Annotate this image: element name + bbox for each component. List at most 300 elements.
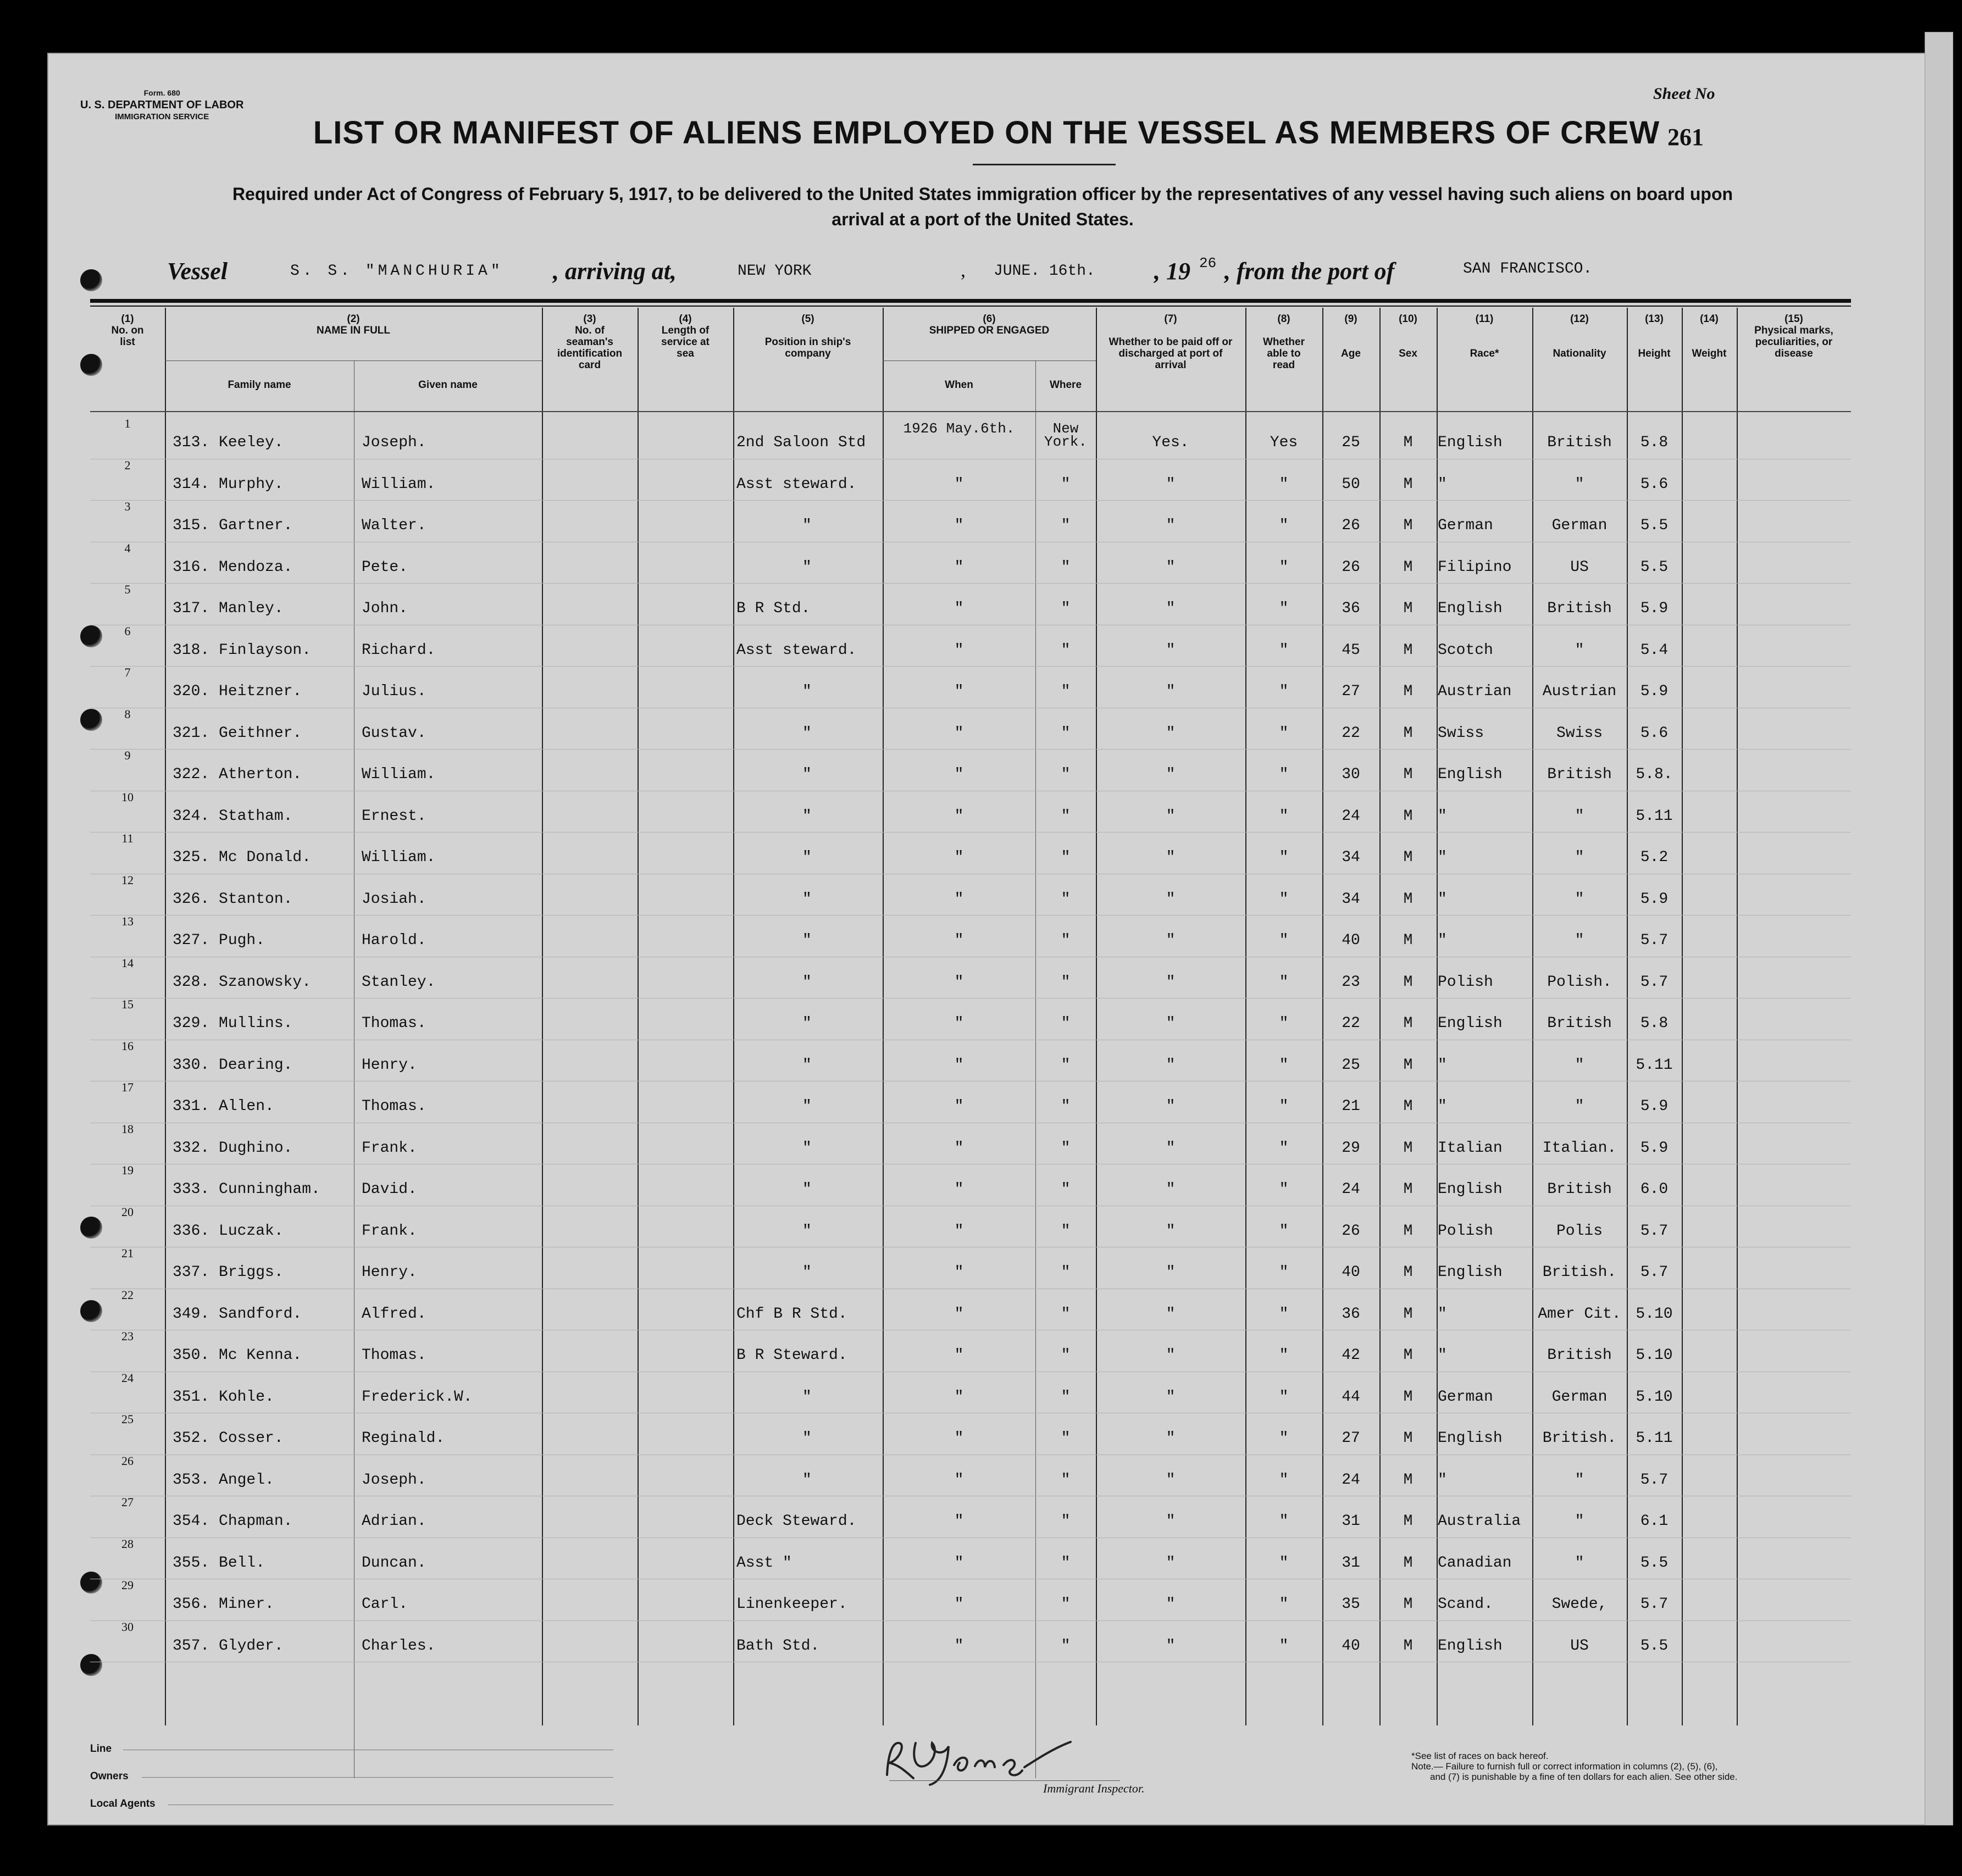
- cell-paid: ": [1166, 1388, 1176, 1406]
- cell-where: ": [1061, 1139, 1071, 1157]
- cell-sex: M: [1403, 1388, 1413, 1406]
- cell-paid: ": [1166, 600, 1176, 617]
- cell-where: ": [1061, 807, 1071, 825]
- col10-number: (10): [1399, 313, 1417, 325]
- cell-given: Reginald.: [362, 1430, 445, 1447]
- cell-nat: British: [1547, 600, 1612, 617]
- cell-position: ": [802, 1264, 812, 1281]
- cell-position: Asst ": [736, 1554, 792, 1572]
- cell-given: Josiah.: [362, 890, 426, 908]
- cell-when: ": [954, 766, 964, 783]
- cell-sex: M: [1403, 890, 1413, 908]
- cell-position: ": [802, 1388, 812, 1406]
- cell-family: 356. Miner.: [173, 1596, 274, 1613]
- cell-given: Thomas.: [362, 1347, 426, 1364]
- cell-given: Thomas.: [362, 1098, 426, 1115]
- cell-read: ": [1279, 1098, 1289, 1115]
- cell-family: 352. Cosser.: [173, 1430, 284, 1447]
- cell-age: 45: [1342, 641, 1360, 659]
- cell-age: 35: [1342, 1596, 1360, 1613]
- year-prefix: , 19: [1154, 258, 1190, 285]
- cell-age: 22: [1342, 1015, 1360, 1032]
- cell-when: ": [954, 600, 964, 617]
- cell-sex: M: [1403, 641, 1413, 659]
- cell-age: 31: [1342, 1554, 1360, 1572]
- cell-when: ": [954, 1139, 964, 1157]
- cell-when: ": [954, 1098, 964, 1115]
- cell-when: ": [954, 1388, 964, 1406]
- cell-where: ": [1061, 683, 1071, 700]
- row-line-number: 23: [121, 1329, 134, 1343]
- cell-given: Ernest.: [362, 807, 426, 825]
- row-line-number: 1: [124, 417, 131, 430]
- cell-height: 5.6: [1640, 475, 1669, 493]
- cell-position: ": [802, 849, 812, 866]
- row-line-number: 2: [124, 458, 131, 472]
- cell-family: 317. Manley.: [173, 600, 284, 617]
- cell-read: ": [1279, 517, 1289, 534]
- col11-number: (11): [1475, 313, 1494, 325]
- cell-race: English: [1438, 1637, 1503, 1655]
- cell-family: 314. Murphy.: [173, 475, 284, 493]
- line-label: Line: [90, 1743, 112, 1755]
- cell-where: ": [1061, 475, 1071, 493]
- cell-when: ": [954, 1056, 964, 1074]
- col15-header: Physical marks, peculiarities, or disease: [1754, 325, 1833, 359]
- cell-family: 331. Allen.: [173, 1098, 274, 1115]
- cell-position: ": [802, 517, 812, 534]
- col9-header: Age: [1341, 348, 1361, 359]
- cell-where: ": [1061, 517, 1071, 534]
- column-rule: [1682, 308, 1683, 1725]
- cell-paid: ": [1166, 641, 1176, 659]
- header-rule: [165, 360, 542, 361]
- cell-given: William.: [362, 849, 436, 866]
- cell-sex: M: [1403, 1430, 1413, 1447]
- inspector-label: Immigrant Inspector.: [1043, 1781, 1145, 1795]
- cell-sex: M: [1403, 475, 1413, 493]
- cell-paid: ": [1166, 724, 1176, 742]
- cell-paid: ": [1166, 558, 1176, 576]
- cell-family: 332. Dughino.: [173, 1139, 293, 1157]
- cell-where: ": [1061, 1430, 1071, 1447]
- cell-height: 5.11: [1636, 1430, 1673, 1447]
- row-line-number: 21: [121, 1246, 134, 1260]
- cell-when: ": [954, 1554, 964, 1572]
- row-line-number: 22: [121, 1287, 134, 1302]
- cell-paid: ": [1166, 1222, 1176, 1240]
- cell-nat: Swiss: [1556, 724, 1603, 742]
- cell-race: German: [1438, 517, 1493, 534]
- cell-paid: ": [1166, 1056, 1176, 1074]
- cell-given: John.: [362, 600, 408, 617]
- cell-sex: M: [1403, 600, 1413, 617]
- col6b-header: Where: [1049, 379, 1082, 391]
- cell-paid: ": [1166, 1098, 1176, 1115]
- cell-given: Frederick.W.: [362, 1388, 473, 1406]
- cell-sex: M: [1403, 1513, 1413, 1530]
- cell-read: ": [1279, 1430, 1289, 1447]
- cell-height: 5.10: [1636, 1388, 1673, 1406]
- cell-sex: M: [1403, 1181, 1413, 1198]
- col2-header: NAME IN FULL: [316, 325, 391, 336]
- cell-family: 349. Sandford.: [173, 1305, 302, 1323]
- cell-position: Deck Steward.: [736, 1513, 857, 1530]
- cell-read: ": [1279, 1139, 1289, 1157]
- cell-height: 5.8: [1640, 434, 1669, 451]
- cell-position: ": [802, 1139, 812, 1157]
- arrival-date: JUNE. 16th.: [994, 263, 1095, 280]
- col13-header: Height: [1638, 348, 1671, 359]
- cell-height: 5.7: [1640, 932, 1669, 949]
- column-rule: [165, 308, 166, 1725]
- cell-paid: ": [1166, 1305, 1176, 1323]
- cell-position: ": [802, 1430, 812, 1447]
- cell-when: ": [954, 1264, 964, 1281]
- col6-number: (6): [983, 313, 996, 325]
- cell-position: Asst steward.: [736, 641, 857, 659]
- cell-nat: ": [1575, 849, 1584, 866]
- cell-where: ": [1061, 973, 1071, 991]
- row-line-number: 19: [121, 1163, 134, 1177]
- cell-when: ": [954, 849, 964, 866]
- row-line-number: 12: [121, 873, 134, 887]
- cell-paid: ": [1166, 973, 1176, 991]
- cell-paid: ": [1166, 683, 1176, 700]
- cell-family: 327. Pugh.: [173, 932, 265, 949]
- cell-age: 26: [1342, 558, 1360, 576]
- row-line-number: 30: [121, 1619, 134, 1634]
- cell-read: ": [1279, 1264, 1289, 1281]
- cell-race: ": [1438, 1471, 1447, 1489]
- cell-position: Bath Std.: [736, 1637, 820, 1655]
- cell-sex: M: [1403, 683, 1413, 700]
- cell-nat: British: [1547, 1015, 1612, 1032]
- cell-age: 25: [1342, 434, 1360, 451]
- cell-paid: ": [1166, 1430, 1176, 1447]
- cell-sex: M: [1403, 1305, 1413, 1323]
- cell-read: ": [1279, 1637, 1289, 1655]
- arriving-label: , arriving at,: [553, 258, 677, 285]
- row-rule: [90, 500, 1851, 501]
- cell-race: Canadian: [1438, 1554, 1512, 1572]
- cell-race: Australia: [1438, 1513, 1521, 1530]
- cell-sex: M: [1403, 517, 1413, 534]
- title-rule: [973, 164, 1116, 165]
- footnote-races: *See list of races on back hereof.: [1411, 1751, 1549, 1761]
- cell-nat: German: [1551, 517, 1608, 534]
- col3-number: (3): [583, 313, 596, 325]
- cell-given: Alfred.: [362, 1305, 426, 1323]
- cell-height: 5.11: [1636, 1056, 1673, 1074]
- row-line-number: 28: [121, 1536, 134, 1551]
- cell-height: 5.5: [1640, 517, 1669, 534]
- cell-race: Austrian: [1438, 683, 1512, 700]
- row-line-number: 17: [121, 1080, 134, 1094]
- cell-family: 321. Geithner.: [173, 724, 302, 742]
- cell-where: ": [1061, 1222, 1071, 1240]
- cell-position: ": [802, 932, 812, 949]
- cell-age: 40: [1342, 932, 1360, 949]
- cell-read: ": [1279, 600, 1289, 617]
- cell-read: ": [1279, 890, 1289, 908]
- cell-family: 328. Szanowsky.: [173, 973, 312, 991]
- cell-paid: ": [1166, 1015, 1176, 1032]
- col10-header: Sex: [1399, 348, 1417, 359]
- cell-age: 24: [1342, 1181, 1360, 1198]
- col11-header: Race*: [1470, 348, 1499, 359]
- cell-race: ": [1438, 807, 1447, 825]
- cell-age: 44: [1342, 1388, 1360, 1406]
- cell-nat: ": [1575, 1471, 1584, 1489]
- cell-given: Carl.: [362, 1596, 408, 1613]
- cell-nat: ": [1575, 890, 1584, 908]
- cell-read: ": [1279, 849, 1289, 866]
- cell-where: ": [1061, 1015, 1071, 1032]
- cell-sex: M: [1403, 1471, 1413, 1489]
- cell-height: 5.4: [1640, 641, 1669, 659]
- cell-paid: ": [1166, 475, 1176, 493]
- cell-paid: ": [1166, 1471, 1176, 1489]
- cell-paid: ": [1166, 1596, 1176, 1613]
- cell-paid: ": [1166, 1181, 1176, 1198]
- cell-nat: Swede,: [1551, 1596, 1608, 1613]
- cell-where: ": [1061, 766, 1071, 783]
- row-line-number: 13: [121, 914, 134, 928]
- cell-height: 5.9: [1640, 683, 1669, 700]
- cell-given: Henry.: [362, 1056, 417, 1074]
- row-rule: [90, 749, 1851, 750]
- cell-paid: ": [1166, 1347, 1176, 1364]
- header-bottom-rule: [90, 411, 1851, 412]
- row-line-number: 9: [124, 748, 131, 762]
- cell-race: Scotch: [1438, 641, 1493, 659]
- cell-position: ": [802, 890, 812, 908]
- cell-nat: British: [1547, 1181, 1612, 1198]
- row-rule: [90, 666, 1851, 667]
- cell-age: 27: [1342, 683, 1360, 700]
- cell-position: B R Steward.: [736, 1347, 847, 1364]
- footer-labels: [90, 1735, 156, 1818]
- cell-age: 25: [1342, 1056, 1360, 1074]
- cell-age: 42: [1342, 1347, 1360, 1364]
- cell-read: ": [1279, 1513, 1289, 1530]
- cell-height: 5.9: [1640, 600, 1669, 617]
- cell-given: Gustav.: [362, 724, 426, 742]
- cell-when: ": [954, 932, 964, 949]
- cell-height: 5.6: [1640, 724, 1669, 742]
- page-subtitle: Required under Act of Congress of February 5, 1917, to be delivered to the United States immigration officer by the representatives of any vessel having such aliens on board upon arrival at a port of the United States.: [232, 184, 1733, 229]
- cell-sex: M: [1403, 1264, 1413, 1281]
- cell-height: 5.7: [1640, 1596, 1669, 1613]
- col1-header: No. on list: [111, 325, 144, 348]
- cell-race: English: [1438, 1015, 1503, 1032]
- cell-race: Scand.: [1438, 1596, 1493, 1613]
- col6-header: SHIPPED OR ENGAGED: [929, 325, 1050, 336]
- row-line-number: 24: [121, 1370, 134, 1385]
- cell-position: B R Std.: [736, 600, 811, 617]
- cell-paid: Yes.: [1152, 434, 1189, 451]
- punch-hole: [80, 269, 102, 291]
- cell-height: 5.5: [1640, 558, 1669, 576]
- col7-number: (7): [1164, 313, 1177, 325]
- cell-sex: M: [1403, 766, 1413, 783]
- header-rule: [883, 360, 1096, 361]
- comma: ,: [961, 259, 966, 281]
- cell-height: 5.8: [1640, 1015, 1669, 1032]
- header-rule: [90, 299, 1851, 303]
- cell-age: 24: [1342, 807, 1360, 825]
- owners-rule: [142, 1777, 613, 1778]
- cell-read: ": [1279, 1015, 1289, 1032]
- cell-nat: US: [1570, 558, 1589, 576]
- cell-when: ": [954, 558, 964, 576]
- cell-sex: M: [1403, 1637, 1413, 1655]
- cell-race: ": [1438, 1056, 1447, 1074]
- cell-when: ": [954, 1305, 964, 1323]
- cell-family: 324. Statham.: [173, 807, 293, 825]
- cell-height: 5.9: [1640, 1139, 1669, 1157]
- cell-given: Julius.: [362, 683, 426, 700]
- cell-given: William.: [362, 766, 436, 783]
- cell-when: ": [954, 475, 964, 493]
- from-label: , from the port of: [1224, 258, 1395, 285]
- cell-paid: ": [1166, 807, 1176, 825]
- col6a-header: When: [945, 379, 973, 391]
- cell-height: 5.9: [1640, 1098, 1669, 1115]
- cell-when: ": [954, 1637, 964, 1655]
- cell-family: 354. Chapman.: [173, 1513, 293, 1530]
- cell-height: 5.10: [1636, 1347, 1673, 1364]
- cell-position: ": [802, 766, 812, 783]
- cell-nat: British.: [1542, 1430, 1617, 1447]
- cell-position: Chf B R Std.: [736, 1305, 847, 1323]
- cell-age: 27: [1342, 1430, 1360, 1447]
- cell-where: ": [1061, 1098, 1071, 1115]
- cell-given: Thomas.: [362, 1015, 426, 1032]
- cell-nat: ": [1575, 932, 1584, 949]
- cell-race: English: [1438, 434, 1503, 451]
- cell-when: ": [954, 807, 964, 825]
- cell-sex: M: [1403, 1347, 1413, 1364]
- local-agents-label: Local Agents: [90, 1798, 156, 1810]
- cell-read: ": [1279, 973, 1289, 991]
- cell-read: ": [1279, 1181, 1289, 1198]
- cell-sex: M: [1403, 1056, 1413, 1074]
- row-line-number: 20: [121, 1205, 134, 1219]
- row-line-number: 26: [121, 1453, 134, 1468]
- cell-position: ": [802, 558, 812, 576]
- cell-height: 5.11: [1636, 807, 1673, 825]
- cell-where: ": [1061, 600, 1071, 617]
- cell-sex: M: [1403, 932, 1413, 949]
- cell-when: ": [954, 973, 964, 991]
- cell-where: ": [1061, 1347, 1071, 1364]
- cell-nat: Polis: [1556, 1222, 1603, 1240]
- cell-position: Asst steward.: [736, 475, 857, 493]
- row-line-number: 25: [121, 1412, 134, 1426]
- cell-race: English: [1438, 1430, 1503, 1447]
- cell-nat: ": [1575, 641, 1584, 659]
- cell-age: 31: [1342, 1513, 1360, 1530]
- cell-read: ": [1279, 724, 1289, 742]
- cell-family: 318. Finlayson.: [173, 641, 312, 659]
- cell-position: ": [802, 807, 812, 825]
- cell-given: Richard.: [362, 641, 436, 659]
- col9-number: (9): [1344, 313, 1357, 325]
- cell-where: ": [1061, 1264, 1071, 1281]
- cell-given: Adrian.: [362, 1513, 426, 1530]
- col2a-header: Family name: [228, 379, 291, 391]
- cell-race: ": [1438, 1347, 1447, 1364]
- cell-given: Stanley.: [362, 973, 436, 991]
- cell-where: ": [1061, 890, 1071, 908]
- cell-age: 26: [1342, 517, 1360, 534]
- cell-when: ": [954, 517, 964, 534]
- cell-given: Henry.: [362, 1264, 417, 1281]
- arrival-port: NEW YORK: [738, 263, 812, 280]
- cell-race: German: [1438, 1388, 1493, 1406]
- cell-when: ": [954, 1222, 964, 1240]
- cell-where: New York.: [1044, 420, 1087, 450]
- cell-race: ": [1438, 932, 1447, 949]
- cell-given: Duncan.: [362, 1554, 426, 1572]
- col4-header: Length of service at sea: [661, 325, 710, 359]
- row-line-number: 29: [121, 1578, 134, 1592]
- cell-family: 322. Atherton.: [173, 766, 302, 783]
- cell-when: ": [954, 1181, 964, 1198]
- cell-height: 5.10: [1636, 1305, 1673, 1323]
- cell-position: ": [802, 973, 812, 991]
- cell-read: Yes: [1270, 434, 1298, 451]
- cell-when: ": [954, 890, 964, 908]
- cell-position: ": [802, 1222, 812, 1240]
- cell-sex: M: [1403, 807, 1413, 825]
- cell-family: 353. Angel.: [173, 1471, 274, 1489]
- cell-when: ": [954, 1347, 964, 1364]
- cell-position: ": [802, 1181, 812, 1198]
- cell-when: ": [954, 641, 964, 659]
- cell-family: 357. Glyder.: [173, 1637, 284, 1655]
- cell-when: ": [954, 1513, 964, 1530]
- cell-position: Linenkeeper.: [736, 1596, 847, 1613]
- cell-read: ": [1279, 766, 1289, 783]
- cell-family: 336. Luczak.: [173, 1222, 284, 1240]
- cell-family: 329. Mullins.: [173, 1015, 293, 1032]
- cell-age: 36: [1342, 1305, 1360, 1323]
- cell-race: Polish: [1438, 973, 1493, 991]
- department-name: U. S. DEPARTMENT OF LABOR: [80, 99, 244, 111]
- row-line-number: 6: [124, 624, 131, 638]
- cell-read: ": [1279, 1471, 1289, 1489]
- col5-header: Position in ship's company: [764, 336, 851, 359]
- cell-height: 5.7: [1640, 973, 1669, 991]
- cell-read: ": [1279, 1347, 1289, 1364]
- row-line-number: 14: [121, 956, 134, 970]
- cell-nat: British.: [1542, 1264, 1617, 1281]
- cell-age: 23: [1342, 973, 1360, 991]
- col3-header: No. of seaman's identification card: [557, 325, 623, 371]
- footnote-penalty: Note.— Failure to furnish full or correct information in columns (2), (5), (6),: [1411, 1761, 1718, 1772]
- cell-where: ": [1061, 1513, 1071, 1530]
- cell-where: ": [1061, 1637, 1071, 1655]
- cell-family: 315. Gartner.: [173, 517, 293, 534]
- row-line-number: 15: [121, 997, 134, 1011]
- cell-sex: M: [1403, 1139, 1413, 1157]
- cell-race: Swiss: [1438, 724, 1484, 742]
- cell-sex: M: [1403, 1015, 1413, 1032]
- cell-given: Frank.: [362, 1139, 417, 1157]
